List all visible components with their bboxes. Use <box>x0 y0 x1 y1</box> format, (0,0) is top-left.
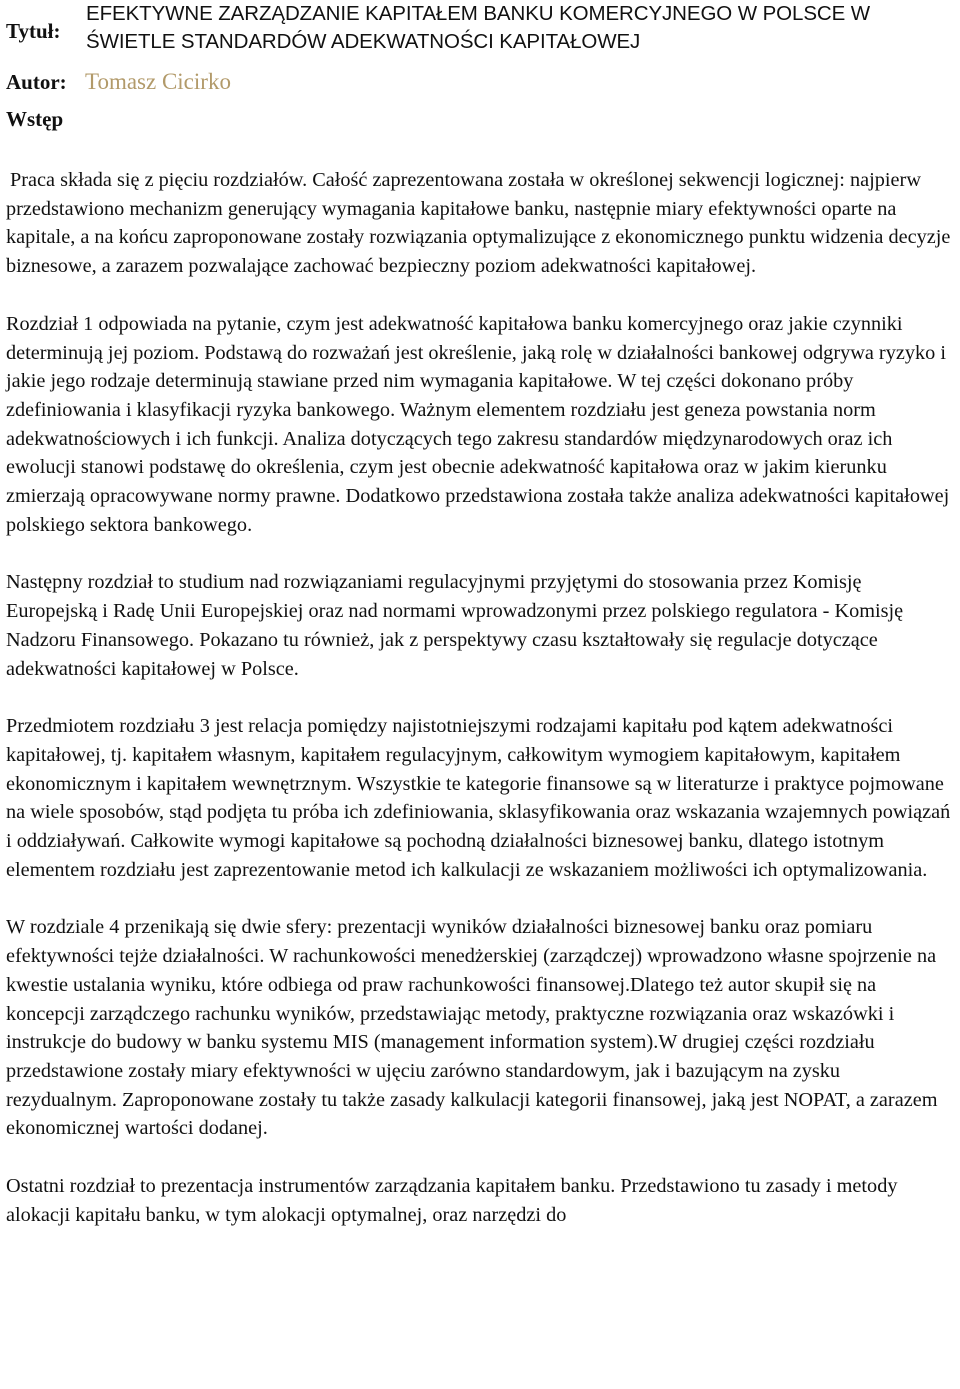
author-label: Autor: <box>6 70 67 94</box>
paragraph-1: Praca składa się z pięciu rozdziałów. Całość zaprezentowana została w określonej sekwencji logicznej: najpierw przedstawiono mechanizm generujący wymagania kapitałowe banku, następnie miary efektywności oparte na kapitale, a na końcu zaproponowane zostały rozwiązania optymalizujące z ekonomicznego punktu widzenia decyzje biznesowe, a zarazem pozwalające zachować bezpieczny poziom adekwatności kapitałowej. <box>6 169 951 278</box>
paragraph-3: Następny rozdział to studium nad rozwiązaniami regulacyjnymi przyjętymi do stosowania przez Komisję Europejską i Radę Unii Europejskiej oraz nad normami wprowadzonymi przez polskiego regulatora - Komisję Nadzoru Finansowego. Pokazano tu również, jak z perspektywy czasu kształtowały się regulacje dotyczące adekwatności kapitałowej w Polsce. <box>6 571 904 680</box>
paragraph-5: W rozdziale 4 przenikają się dwie sfery: prezentacji wyników działalności biznesowej banku oraz pomiaru efektywności tejże działalności. W rachunkowości menedżerskiej (zarządczej) wprowadzono własne spojrzenie na kwestie ustalania wyniku, które odbiega od praw rachunkowości finansowej.Dlatego też autor skupił się na koncepcji zarządczego rachunku wyników, przedstawiając metody, praktyczne rozwiązania oraz wskazówki i instrukcje do budowy w banku systemu MIS (management information system).W drugiej części rozdziału przedstawione zostały miary efektywności w ujęciu zarówno standardowym, jak i bazującym na zysku rezydualnym. Zaproponowane zostały tu także zasady kalkulacji kategorii finansowej, jaką jest NOPAT, a zarazem ekonomicznej wartości dodanej. <box>6 916 938 1140</box>
title-label: Tytuł: <box>6 19 61 43</box>
body-text <box>6 166 952 1259</box>
document-title: EFEKTYWNE ZARZĄDZANIE KAPITAŁEM BANKU KOMERCYJNEGO W POLSCE W ŚWIETLE STANDARDÓW ADEKWATNOŚCI KAPITAŁOWEJ <box>86 2 871 53</box>
section-heading: Wstęp <box>6 107 64 131</box>
paragraph-4: Przedmiotem rozdziału 3 jest relacja pomiędzy najistotniejszymi rodzajami kapitału pod kątem adekwatności kapitałowej, tj. kapitałem własnym, kapitałem regulacyjnym, całkowitym wymogiem kapitałowym, kapitałem ekonomicznym i kapitałem wewnętrznym. Wszystkie te kategorie finansowe są w literaturze i praktyce pojmowane na wiele sposobów, stąd podjęta tu próba ich zdefiniowania, sklasyfikowania oraz wskazania wzajemnych powiązań i oddziaływań. Całkowite wymogi kapitałowe są pochodną działalności biznesowej banku, dlatego istotnym elementem rozdziału jest zaprezentowanie metod ich kalkulacji ze wskazaniem możliwości ich optymalizowania. <box>6 715 951 881</box>
paragraph-2: Rozdział 1 odpowiada na pytanie, czym jest adekwatność kapitałowa banku komercyjnego oraz jakie czynniki determinują jej poziom. Podstawą do rozważań jest określenie, jaką rolę w działalności bankowej odgrywa ryzyko i jakie jego rodzaje determinują stawiane przed nim wymagania kapitałowe. W tej części dokonano próby zdefiniowania i klasyfikacji ryzyka bankowego. Ważnym elementem rozdziału jest geneza powstania norm adekwatnościowych i ich funkcji. Analiza dotyczących tego zakresu standardów międzynarodowych oraz ich ewolucji stanowi podstawę do określenia, czym jest obecnie adekwatność kapitałowa oraz w jakim kierunku zmierzają opracowywane normy prawne. Dodatkowo przedstawiona została także analiza adekwatności kapitałowej polskiego sektora bankowego. <box>6 312 950 536</box>
author-link[interactable]: Tomasz Cicirko <box>85 69 231 94</box>
paragraph-6: Ostatni rozdział to prezentacja instrumentów zarządzania kapitałem banku. Przedstawiono tu zasady i metody alokacji kapitału banku, w tym alokacji optymalnej, oraz narzędzi do <box>6 1175 898 1226</box>
